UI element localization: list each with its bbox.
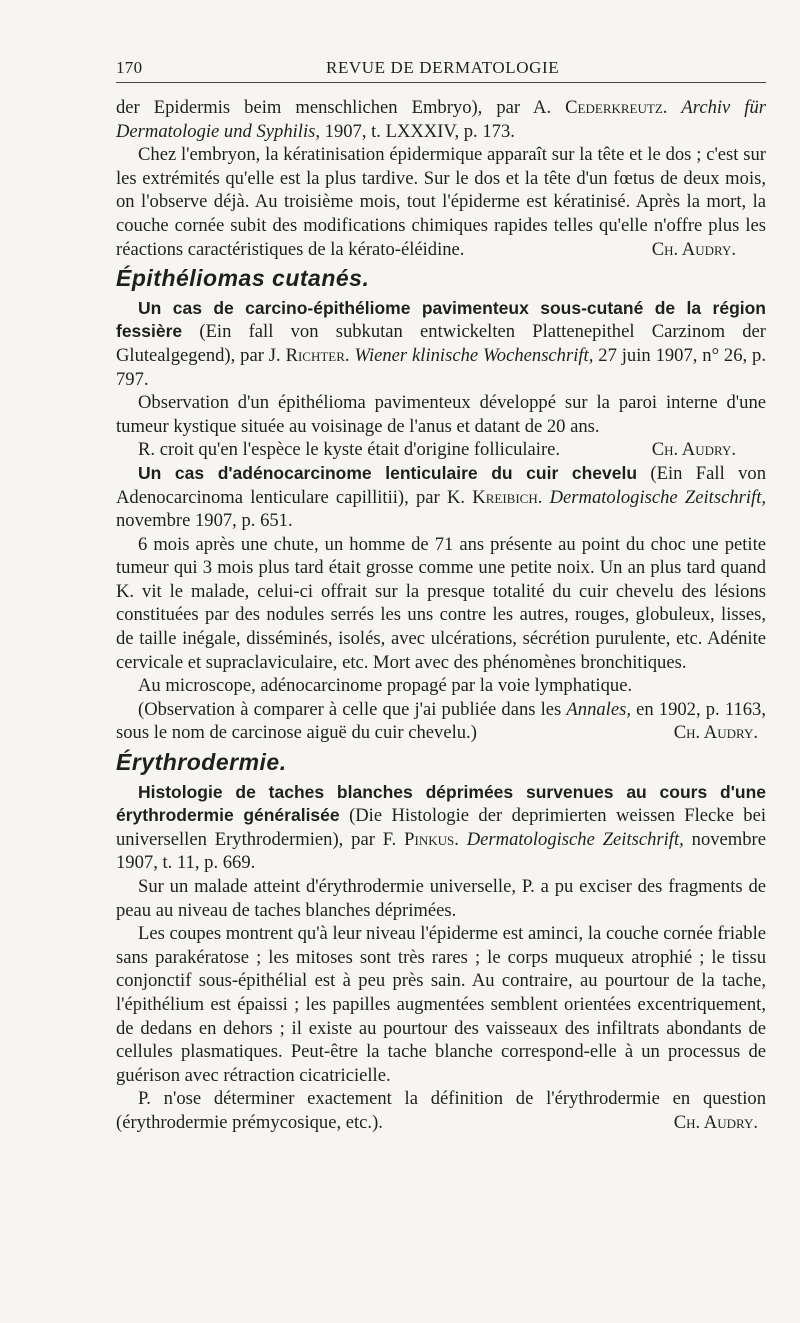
intro-citation xyxy=(116,96,766,143)
section-heading-erythrodermie: Érythrodermie. xyxy=(116,749,287,776)
paragraph-text: P. n'ose déterminer exactement la définition de l'érythrodermie en question (érythrodermie prémycosique, etc.). xyxy=(116,1088,766,1133)
article3-citation xyxy=(116,781,766,875)
citation-text xyxy=(542,487,549,508)
citation-text: novembre 1907, p. 651. xyxy=(116,510,293,532)
running-header xyxy=(116,56,766,83)
citation-author: Kreibich. xyxy=(472,486,543,508)
citation-journal: Wiener klinische Wochenschrift, xyxy=(354,344,594,366)
citation-text: (Ein Fall von Adenocarcinoma lenticulare capillitii), par K. xyxy=(116,462,767,508)
paragraph-text: Chez l'embryon, la kératinisation épidermique apparaît sur la tête et le dos ; c'est sur les extrémités qu'elle est la plus tardive. Sur le dos et la tête d'un fœtus de deux mois, on l'observe déjà. Au troisième mois, tout l'épiderme est kératinisé. Après la mort, la couche cornée subit des modifications chimiques rapides telles qu'elle n'offre plus les réactions caractéristiques de la kérato-éléidine. xyxy=(116,144,766,260)
signature: Ch. Audry. xyxy=(651,238,736,260)
article2-paragraph: Au microscope, adénocarcinome propagé par la voie lymphatique. xyxy=(138,675,633,697)
article2-paragraph xyxy=(116,698,766,745)
article1-paragraph xyxy=(116,438,766,462)
citation-text: novembre 1907, t. 11, p. 669. xyxy=(116,828,766,874)
citation-text: (Die Histologie der deprimierten weissen Flecke bei universellen Erythrodermien), par F. xyxy=(116,805,766,850)
citation-journal: Annales, xyxy=(566,698,631,720)
citation-text xyxy=(667,97,681,118)
citation-text: der Epidermis beim menschlichen Embryo), par A. xyxy=(116,97,566,118)
citation-text xyxy=(459,829,467,850)
article-title: Un cas d'adénocarcinome lenticulaire du cuir chevelu xyxy=(138,462,638,483)
signature: Ch. Audry. xyxy=(651,439,736,461)
article-title: Histologie de taches blanches déprimées survenues au cours d'une érythrodermie généralisée xyxy=(116,781,766,826)
signature: Ch. Audry. xyxy=(673,1111,758,1133)
citation-text: 1907, t. LXXXIV, p. 173. xyxy=(320,120,515,142)
paragraph-text: en 1902, p. 1163, sous le nom de carcinose aiguë du cuir chevelu.) xyxy=(116,698,766,744)
intro-paragraph xyxy=(116,143,766,261)
paragraph-text: R. croit qu'en l'espèce le kyste était d'origine folliculaire. xyxy=(138,439,561,461)
page-body xyxy=(116,96,766,1135)
article2-citation xyxy=(116,462,766,533)
citation-author: Pinkus. xyxy=(404,828,459,850)
article3-paragraph xyxy=(116,1087,766,1134)
article2-paragraph: 6 mois après une chute, un homme de 71 ans présente au point du choc une petite tumeur qui 3 mois plus tard était grosse comme une petite noix. Un an plus tard quand K. vit le malade, celui-ci offrait sur la presque totalité du cuir chevelu des lésions constituées par des nodules serrés les uns contre les autres, rouges, globuleux, lisses, de taille inégale, disséminés, isolés, avec ulcérations, sécrétion purulente, etc. Adénite cervicale et supraclaviculaire, etc. Mort avec des phénomènes bronchitiques. xyxy=(116,533,766,673)
citation-author: Cederkreutz. xyxy=(565,97,668,118)
page-number: 170 xyxy=(116,58,143,77)
paragraph-text: (Observation à comparer à celle que j'ai publiée dans les xyxy=(138,698,567,720)
article3-paragraph: Sur un malade atteint d'érythrodermie universelle, P. a pu exciser des fragments de peau au niveau de taches blanches déprimées. xyxy=(116,876,766,921)
citation-text: (Ein fall von subkutan entwickelten Plattenepithel Carzinom der Glutealgegend), par J. xyxy=(116,321,766,366)
citation-text: 27 juin 1907, n° 26, p. 797. xyxy=(116,344,767,390)
citation-journal: Dermatologische Zeitschrift, xyxy=(549,486,767,508)
citation-author: Richter. xyxy=(285,344,350,366)
article1-paragraph: Observation d'un épithélioma pavimenteux développé sur la paroi interne d'une tumeur kystique située au voisinage de l'anus et datant de 20 ans. xyxy=(116,392,766,437)
article1-citation xyxy=(116,297,766,391)
section-heading-epitheliomas: Épithéliomas cutanés. xyxy=(116,265,370,292)
article-title: Un cas de carcino-épithéliome pavimenteux sous-cutané de la région fessière xyxy=(116,297,766,342)
journal-title: REVUE DE DERMATOLOGIE xyxy=(326,58,560,77)
citation-journal: Archiv für Dermatologie und Syphilis, xyxy=(116,97,766,142)
article3-paragraph: Les coupes montrent qu'à leur niveau l'épiderme est aminci, la couche cornée friable sans parakératose ; les mitoses sont très rares ; le corps muqueux atrophié ; le tissu conjonctif sous-épithélial est à peu près sain. Au contraire, au pourtour de la tache, l'épithélium est épaissi ; les papilles augmentées semblent orientées excentriquement, de dedans en dehors ; il existe au pourtour des vaisseaux des infiltrats abondants de cellules plasmatiques. Peut-être la tache blanche correspond-elle à un processus de guérison avec rétraction cicatricielle. xyxy=(116,923,766,1086)
citation-journal: Dermatologische Zeitschrift, xyxy=(466,828,684,850)
signature: Ch. Audry. xyxy=(673,722,758,744)
